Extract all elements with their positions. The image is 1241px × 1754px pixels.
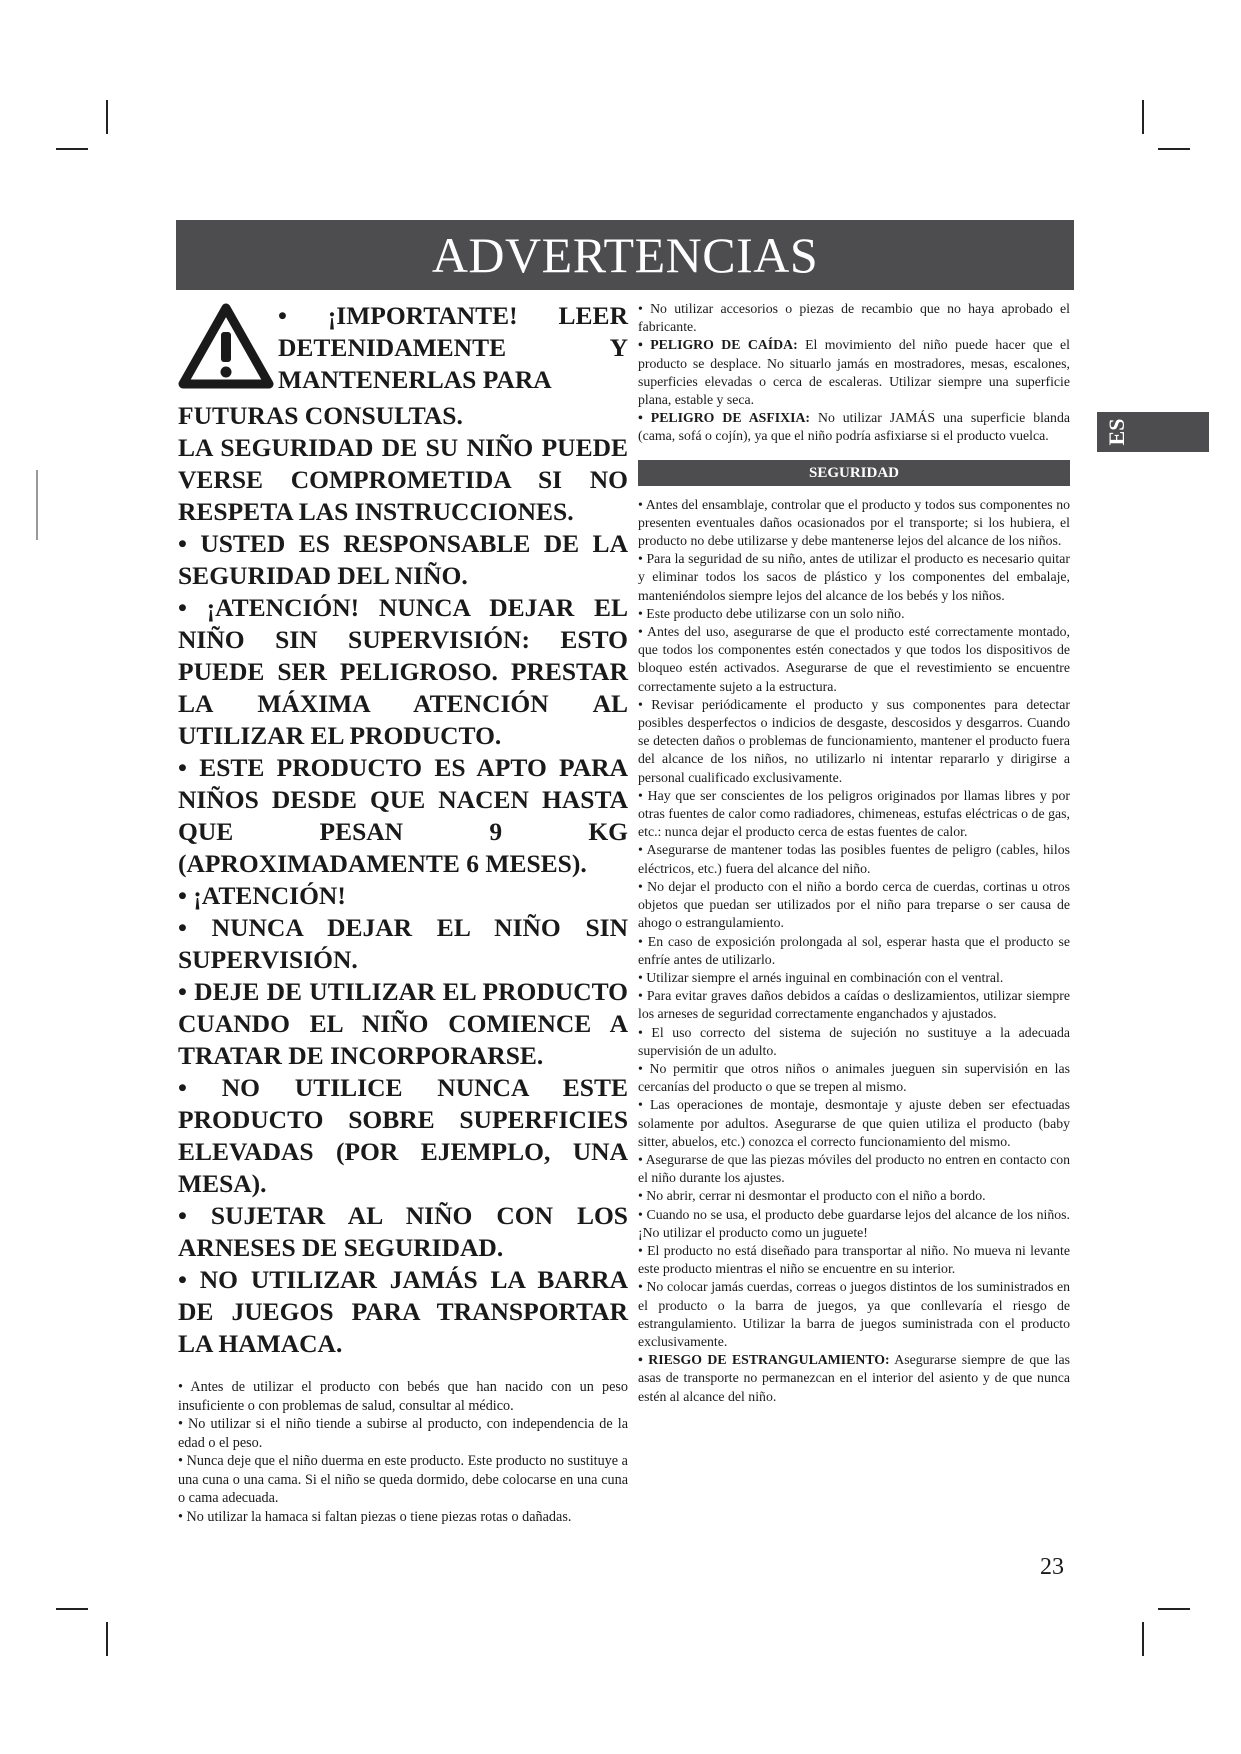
list-item: • Nunca deje que el niño duerma en este producto. Este producto no sustituye a una cuna o una cama. Si el niño se queda dormido, debe colocarse en una cuna o cama adecuada. [178,1453,628,1506]
crop-mark [56,1608,88,1610]
list-item: • Antes del uso, asegurarse de que el producto esté correctamente montado, que todos los componentes estén conectados y que todos los dispositivos de bloqueo estén activados. Asegurarse de que el revestimiento se encuentre correctamente sujeto a la estructura. [638,624,1070,694]
crop-mark [56,148,88,150]
warning-paragraph: • USTED ES RESPONSABLE DE LA SEGURIDAD DEL NIÑO. [178,529,628,590]
crop-mark [106,100,108,134]
important-warning [178,300,628,400]
small-warning-list [178,1378,628,1526]
language-tab-label: ES [1104,418,1129,446]
list-item: • Hay que ser conscientes de los peligros originados por llamas libres y por otras fuentes de calor como radiadores, chimeneas, estufas eléctricas o de gas, etc.: nunca dejar el producto cerca de estas fuentes de calor. [638,787,1070,840]
list-item: • Cuando no se usa, el producto debe guardarse lejos del alcance de los niños. ¡No utilizar el producto como un juguete! [638,1206,1070,1240]
list-item: • Para la seguridad de su niño, antes de utilizar el producto es necesario quitar y eliminar todos los sacos de plástico y los componentes del embalaje, manteniéndolos siempre lejos del alcance de los bebés y los niños. [638,551,1070,603]
left-column [178,300,628,1526]
list-item: • El uso correcto del sistema de sujeción no sustituye a la adecuada supervisión de un adulto. [638,1024,1070,1058]
warning-paragraph: • NO UTILICE NUNCA ESTE PRODUCTO SOBRE SUPERFICIES ELEVADAS (POR EJEMPLO, UNA MESA). [178,1073,628,1198]
page-number: 23 [1040,1554,1064,1580]
crop-mark [106,1622,108,1656]
warning-paragraph: LA SEGURIDAD DE SU NIÑO PUEDE VERSE COMPROMETIDA SI NO RESPETA LAS INSTRUCCIONES. [178,433,628,526]
list-item: • Utilizar siempre el arnés inguinal en combinación con el ventral. [638,969,1004,985]
title-bar [176,220,1074,290]
warning-paragraph: • ESTE PRODUCTO ES APTO PARA NIÑOS DESDE QUE NACEN HASTA QUE PESAN 9 KG (APROXIMADAMENTE 6 MESES). [178,753,628,878]
important-heading-cont: FUTURAS CONSULTAS. [178,401,463,430]
list-item: • Antes del ensamblaje, controlar que el producto y todos sus componentes no presenten eventuales daños ocasionados por el transporte; si los hubiera, el producto no debe utilizarse y debe mantenerse lejos del alcance de los niños. [638,496,1070,549]
list-item: • Revisar periódicamente el producto y sus componentes para detectar posibles desperfectos o indicios de desgaste, descosidos y desgarros. Cuando se detecten daños o problemas de funcionamiento, mantener el producto fuera del alcance de los niños, no utilizarlo ni intentar repararlo y dirigirse a personal cualificado exclusivamente. [638,696,1070,785]
list-item: • Para evitar graves daños debidos a caídas o deslizamientos, utilizar siempre los arneses de seguridad correctamente enganchados y ajustados. [638,988,1070,1022]
list-item: • Asegurarse de mantener todas las posibles fuentes de peligro (cables, hilos eléctricos, etc.) fuera del alcance del niño. [638,842,1070,876]
crop-mark [1142,100,1144,134]
list-item: • No utilizar accesorios o piezas de recambio que no haya aprobado el fabricante. [638,301,1070,335]
registration-mark [36,470,38,540]
list-item: • Las operaciones de montaje, desmontaje y ajuste deben ser efectuadas solamente por adultos. Asegurarse de que quien utiliza el producto (baby sitter, abuelos, etc.) conozca el correcto funcionamiento del mismo. [638,1097,1070,1149]
crop-mark [1158,148,1190,150]
crop-mark [1158,1608,1190,1610]
suffocation-hazard-item: • PELIGRO DE ASFIXIA: No utilizar JAMÁS una superficie blanda (cama, sofá o cojín), ya que el niño podría asfixiarse si el producto vuelca. [638,410,1070,444]
right-column [638,300,1070,1406]
list-item: • Asegurarse de que las piezas móviles del producto no entren en contacto con el niño durante los ajustes. [638,1151,1070,1186]
list-item: • No utilizar si el niño tiende a subirse al producto, con independencia de la edad o el peso. [178,1416,628,1451]
list-item: • No colocar jamás cuerdas, correas o juegos distintos de los suministrados en el producto o la barra de juegos, ya que conllevaría el riesgo de estrangulamiento. Utilizar la barra de juegos suministrada con el producto exclusivamente. [638,1279,1070,1349]
section-header-seguridad: SEGURIDAD [638,460,1070,486]
warning-paragraph: • DEJE DE UTILIZAR EL PRODUCTO CUANDO EL NIÑO COMIENCE A TRATAR DE INCORPORARSE. [178,977,628,1070]
list-item: • No abrir, cerrar ni desmontar el producto con el niño a bordo. [638,1188,986,1204]
list-item: • El producto no está diseñado para transportar al niño. No mueva ni levante este producto mientras el niño se encuentre en su interior. [638,1242,1070,1277]
list-item: • Este producto debe utilizarse con un solo niño. [638,605,905,621]
page-title: ADVERTENCIAS [431,227,819,283]
list-item: • Antes de utilizar el producto con bebés que han nacido con un peso insuficiente o con problemas de salud, consultar al médico. [178,1379,628,1414]
list-item: • No permitir que otros niños o animales jueguen sin supervisión en las cercanías del producto o que se trepen al mismo. [638,1060,1070,1095]
strangulation-hazard-item: • RIESGO DE ESTRANGULAMIENTO: Asegurarse siempre de que las asas de transporte no permanezcan en el interior del asiento y de que nunca estén al alcance del niño. [638,1352,1070,1404]
important-heading: • ¡IMPORTANTE! LEER DETENIDAMENTE Y MANTENERLAS PARA [278,301,628,394]
warning-paragraph: • NO UTILIZAR JAMÁS LA BARRA DE JUEGOS PARA TRANSPORTAR LA HAMACA. [178,1265,628,1358]
list-item: • No dejar el producto con el niño a bordo cerca de cuerdas, cortinas u otros objetos que puedan ser utilizados por el niño para treparse o ser causa de ahogo o estrangulamiento. [638,878,1070,931]
warning-paragraph: • NUNCA DEJAR EL NIÑO SIN SUPERVISIÓN. [178,913,628,974]
crop-mark [1142,1622,1144,1656]
warning-paragraph: • ¡ATENCIÓN! [178,881,346,910]
list-item: • En caso de exposición prolongada al sol, esperar hasta que el producto se enfríe antes de utilizarlo. [638,933,1070,967]
warning-paragraph: • SUJETAR AL NIÑO CON LOS ARNESES DE SEGURIDAD. [178,1201,628,1262]
language-tab [1097,412,1209,452]
list-item: • No utilizar la hamaca si faltan piezas o tiene piezas rotas o dañadas. [178,1508,572,1525]
fall-hazard-item: • PELIGRO DE CAÍDA: El movimiento del niño puede hacer que el producto se desplace. No situarlo jamás en mostradores, mesas, escalones, superficies elevadas o cerca de escaleras. Utilizar siempre una superficie plana, estable y seca. [638,337,1070,408]
warning-paragraph: • ¡ATENCIÓN! NUNCA DEJAR EL NIÑO SIN SUPERVISIÓN: ESTO PUEDE SER PELIGROSO. PRESTAR LA MÁXIMA ATENCIÓN AL UTILIZAR EL PRODUCTO. [178,593,628,750]
warning-triangle-icon [178,302,274,390]
